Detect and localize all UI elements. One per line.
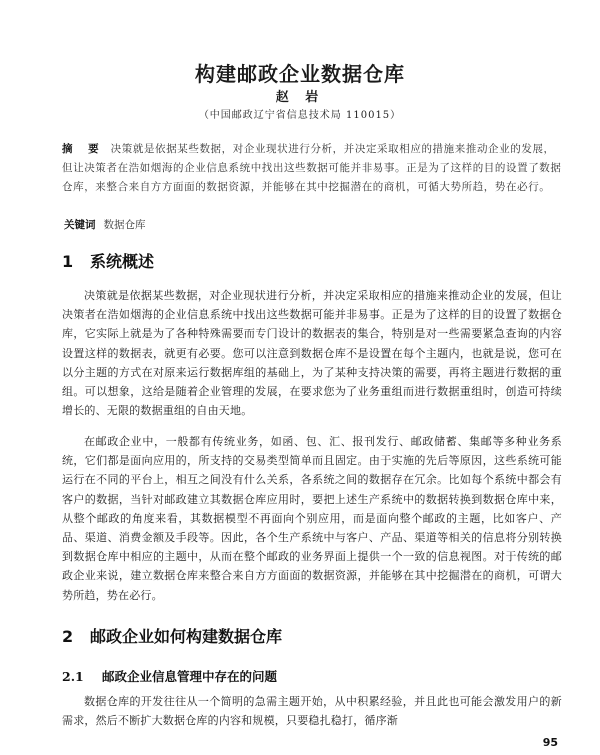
section-2-number: 2 bbox=[62, 627, 74, 646]
section-1-title: 系统概述 bbox=[90, 252, 155, 271]
subsection-2-1-heading bbox=[62, 667, 277, 685]
author-affiliation: （中国邮政辽宁省信息技术局 110015） bbox=[198, 110, 402, 121]
subsection-2-1-paragraph: 数据仓库的开发往往从一个简明的急需主题开始，从中积累经验，并且此也可能会激发用户的新需求，然后不断扩大数据仓库的内容和规模，只要稳扎稳打，循序渐 bbox=[62, 695, 562, 728]
section-2-heading bbox=[62, 624, 282, 647]
section-1-paragraph-2: 在邮政企业中，一般都有传统业务，如函、包、汇、报刊发行、邮政储蓄、集邮等多种业务系统，它们都是面向应用的，所支持的交易类型简单而且固定。由于实施的先后等原因，这些系统可能运行在不同的平台上，相互之间没有什么关系，各系统之间的数据存在冗余。比如每个系统中都会有客户的数据，当针对邮政建立其数据仓库应用时，要把上述生产系统中的数据转换到数据仓库中来，从整个邮政的角度来看，其数据模型不再面向个别应用，而是面向整个邮政的主题，比如客户、产品、渠道、消费金额及手段等。因此，各个生产系统中与客户、产品、渠道等相关的信息将分别转换到数据仓库中相应的主题中，从而在整个邮政的业务界面上提供一个一致的信息视图。对于传统的邮政企业来说，建立数据仓库来整合来自方方面面的数据资源，并能够在其中挖掘潜在的商机，可谓大势所趋，势在必行。 bbox=[62, 435, 562, 602]
abstract-label: 摘 要 bbox=[62, 143, 105, 155]
article-author: 赵 岩 bbox=[275, 90, 325, 105]
section-1-paragraph-1: 决策就是依据某些数据，对企业现状进行分析，并决定采取相应的措施来推动企业的发展，但让决策者在浩如烟海的企业信息系统中找出这些数据可能并非易事。正是为了这样的目的设置了数据仓库，它实际上就是为了各种特殊需要而专门设计的数据表的集合，特别是对一些需要紧急查询的内容设置这样的数据表，就更有必要。您可以注意到数据仓库不是设置在每个主题内，也就是说，您可在以分主题的方式在对原来运行数据库组的基础上，为了某种支持决策的需要，再将主题进行数据的重组。可以想象，这给是随着企业管理的发展，在要求您为了业务重组而进行数据重组时，创造可持续增长的、无限的数据重组的自由天地。 bbox=[62, 289, 562, 418]
subsection-2-1-title: 邮政企业信息管理中存在的问题 bbox=[102, 669, 278, 684]
page-number: 95 bbox=[542, 736, 558, 749]
section-2-title: 邮政企业如何构建数据仓库 bbox=[90, 627, 283, 646]
keywords-text: 数据仓库 bbox=[103, 219, 146, 231]
section-1-heading bbox=[62, 249, 154, 272]
keywords-label: 关键词 bbox=[64, 219, 96, 231]
section-1-number: 1 bbox=[62, 252, 74, 271]
subsection-2-1-number: 2.1 bbox=[62, 669, 84, 684]
article-title: 构建邮政企业数据仓库 bbox=[195, 62, 405, 86]
abstract-text: 决策就是依据某些数据，对企业现状进行分析，并决定采取相应的措施来推动企业的发展，但让决策者在浩如烟海的企业信息系统中找出这些数据可能并非易事。正是为了这样的目的设置了数据仓库，来整合来自方方面面的数据资源，并能够在其中挖掘潜在的商机，可循大势所趋，势在必行。 bbox=[62, 143, 562, 193]
abstract-block bbox=[62, 140, 562, 197]
keywords-block bbox=[64, 217, 146, 232]
